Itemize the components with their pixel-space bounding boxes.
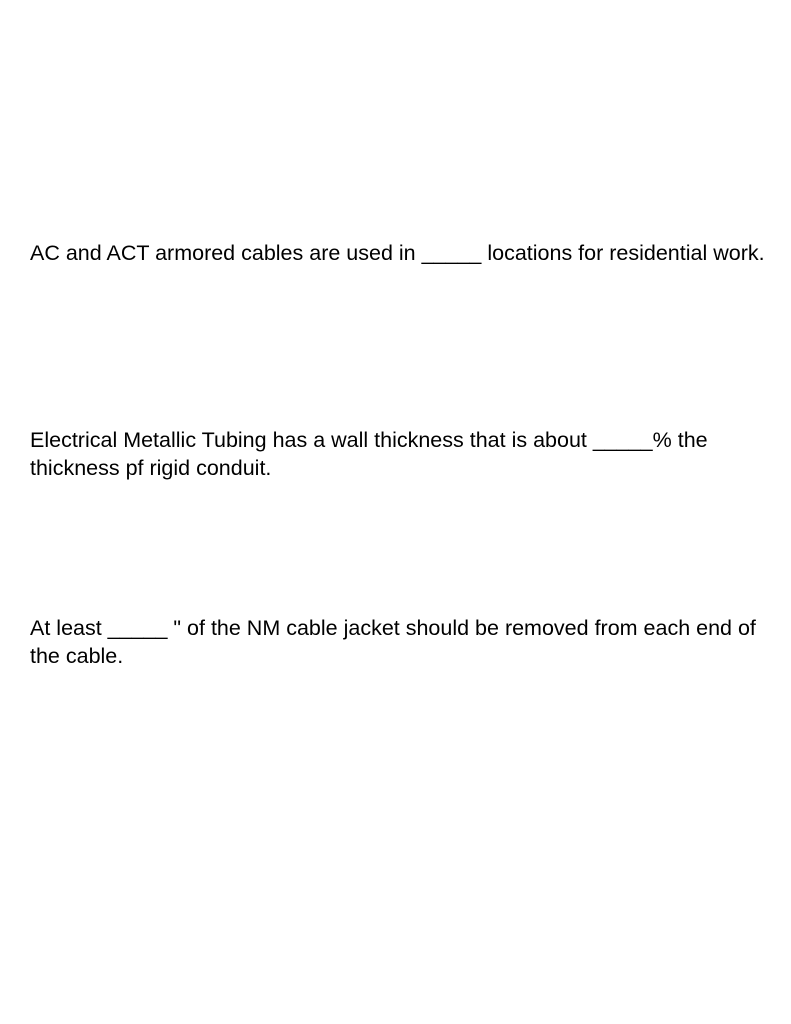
question-armored-cable: AC and ACT armored cables are used in _____ locations for residential work. [30,241,765,265]
question-emt-wall-thickness: Electrical Metallic Tubing has a wall thickness that is about _____% the thickness pf rigid conduit. [30,428,708,480]
question-nm-cable-jacket: At least _____ " of the NM cable jacket should be removed from each end of the cable. [30,616,756,668]
